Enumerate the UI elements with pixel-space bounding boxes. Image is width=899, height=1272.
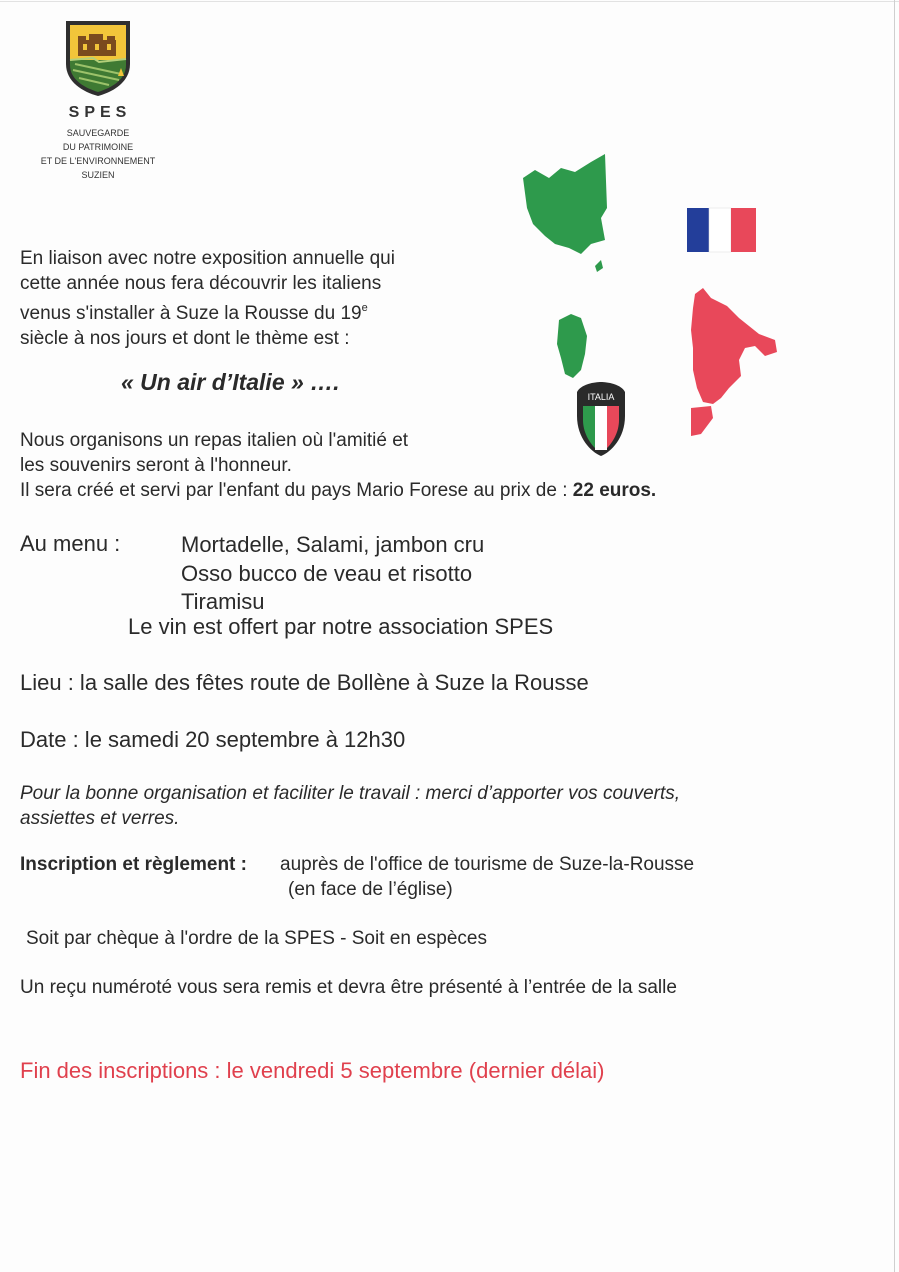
price: 22 euros. (572, 480, 657, 501)
logo-name: SPES (68, 104, 132, 121)
inscription-subtext: (en face de l’église) (288, 879, 453, 900)
deadline-line: Fin des inscriptions : le vendredi 5 septembre (dernier délai) (20, 1058, 605, 1083)
intro-line: cette année nous fera découvrir les italiens (20, 273, 382, 294)
note-line: Pour la bonne organisation et faciliter le travail : merci d’apporter vos couverts, (20, 783, 681, 804)
scan-edge-top (0, 1, 899, 2)
scan-edge-right (894, 0, 895, 1272)
wine-note: Le vin est offert par notre association SPES (128, 614, 554, 639)
organisation-note (20, 781, 680, 831)
sardinia-map-shape (557, 314, 587, 378)
payment-line: Soit par chèque à l'ordre de la SPES - Soit en espèces (26, 928, 487, 949)
meal-paragraph (20, 428, 656, 503)
meal-line: Nous organisons un repas italien où l'amitié et (20, 430, 409, 451)
meal-line: les souvenirs seront à l'honneur. (20, 455, 292, 476)
spes-logo (30, 18, 166, 182)
logo-subtitle-line: SUZIEN (81, 170, 115, 180)
logo-subtitle-line: SAUVEGARDE (66, 128, 130, 138)
france-flag-icon (687, 208, 756, 252)
menu-item: Tiramisu (181, 589, 265, 614)
menu-label: Au menu : (20, 531, 121, 556)
intro-line: siècle à nos jours et dont le thème est : (20, 328, 350, 349)
intro-line: En liaison avec notre exposition annuelle qui (20, 248, 395, 269)
italy-map-illustration (515, 148, 790, 460)
intro-paragraph (20, 246, 395, 351)
inscription-label: Inscription et règlement : (20, 854, 247, 875)
venue-line: Lieu : la salle des fêtes route de Bollène à Suze la Rousse (20, 670, 589, 695)
badge-text: ITALIA (587, 392, 615, 402)
shield-crest-icon (63, 18, 133, 98)
theme-title: « Un air d’Italie » …. (121, 369, 340, 395)
italy-south-map-shape (691, 288, 777, 404)
inscription-text: auprès de l'office de tourisme de Suze-la-Rousse (280, 854, 695, 875)
logo-subtitle-line: ET DE L'ENVIRONNEMENT (40, 156, 156, 166)
date-line: Date : le samedi 20 septembre à 12h30 (20, 727, 406, 752)
logo-subtitle (30, 126, 166, 182)
menu-item: Mortadelle, Salami, jambon cru (181, 532, 485, 557)
meal-line-text: Il sera créé et servi par l'enfant du pays Mario Forese au prix de : (20, 480, 573, 501)
intro-line (20, 296, 395, 326)
logo-subtitle-line: DU PATRIMOINE (62, 142, 134, 152)
superscript: e (361, 302, 368, 314)
meal-line (20, 478, 656, 503)
menu-item: Osso bucco de veau et risotto (181, 560, 473, 586)
intro-line-text: venus s'installer à Suze la Rousse du 19 (20, 303, 362, 324)
note-line: assiettes et verres. (20, 808, 180, 829)
receipt-line: Un reçu numéroté vous sera remis et devra être présenté à l’entrée de la salle (20, 977, 677, 998)
italy-north-map-shape (523, 154, 607, 254)
menu-items (181, 531, 484, 617)
